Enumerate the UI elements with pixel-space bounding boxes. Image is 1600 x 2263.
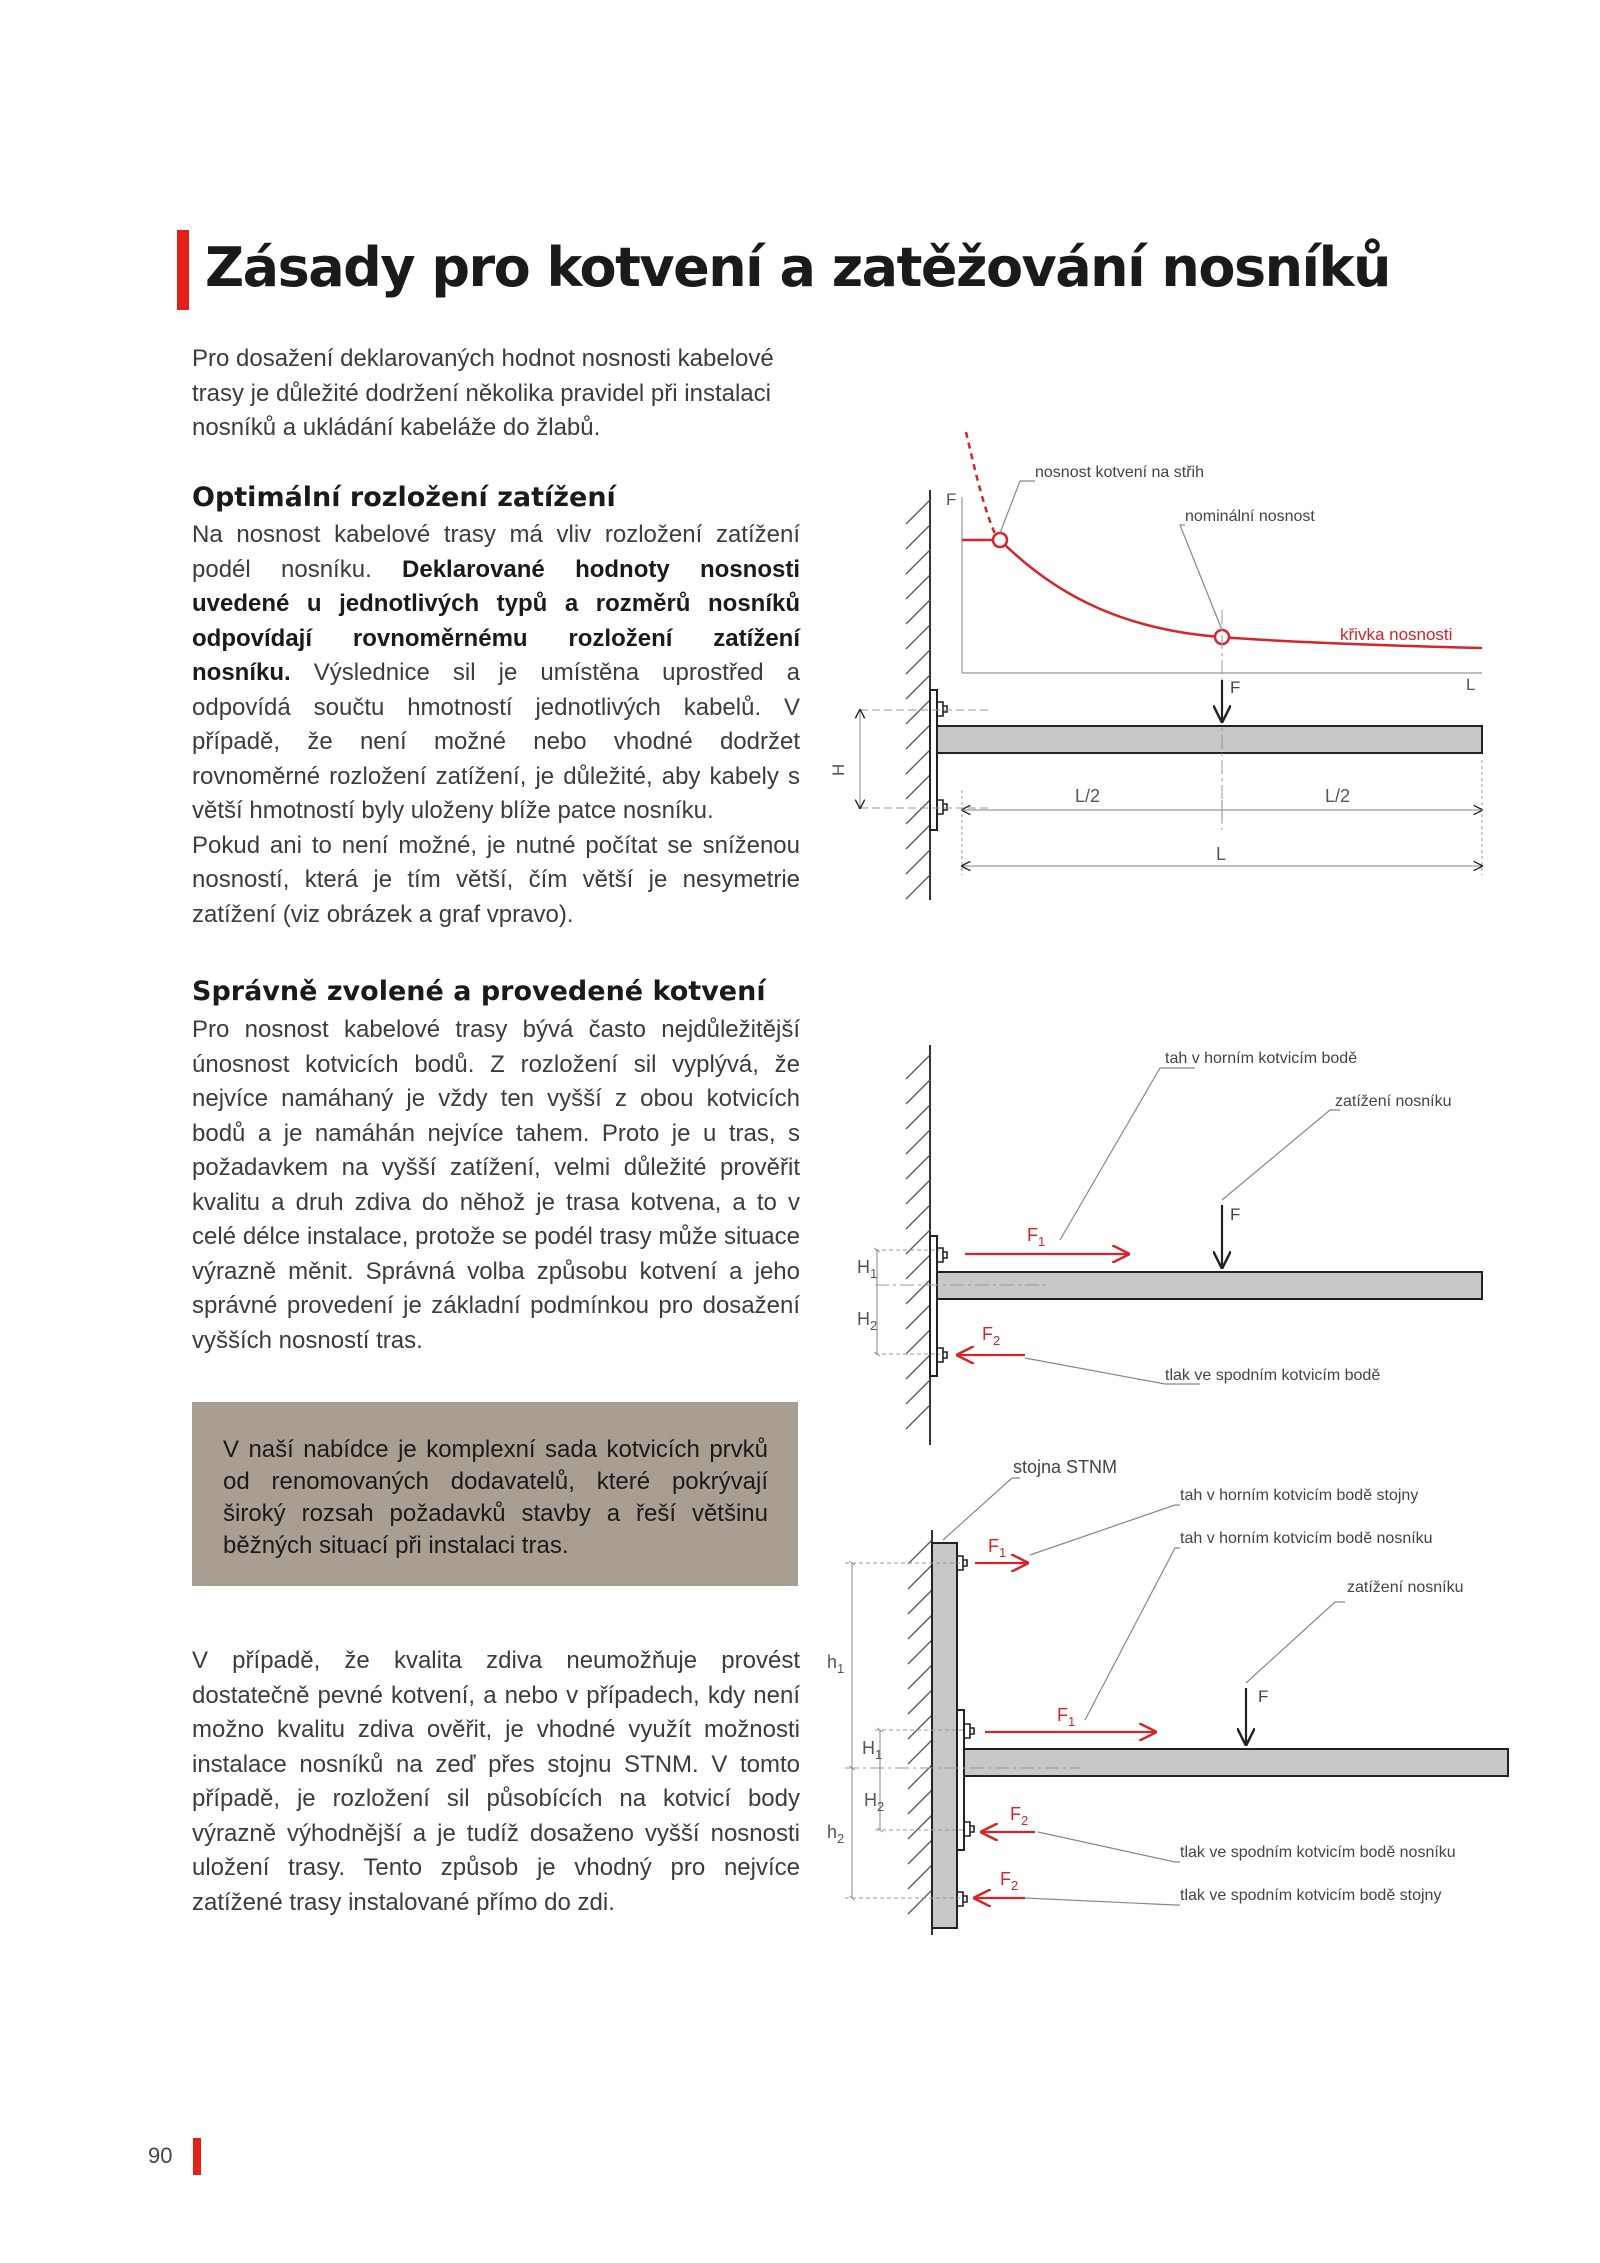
force-label-F2: $F_2$ <box>982 1324 1001 1348</box>
load-curve-dashed <box>966 432 998 540</box>
force-label-F: F <box>1258 1687 1269 1706</box>
force-label-F2-beam: $F_2$ <box>1010 1804 1029 1828</box>
label-compression-lower: tlak ve spodním kotvicím bodě <box>1165 1367 1381 1384</box>
diagram-stnm-stand <box>827 1457 1508 1935</box>
section1-text-c: Pokud ani to není možné, je nutné počítat se sníženou nosností, která je tím větší, čím větší je nesymetrie zatížení (viz obrázek a graf vpravo). <box>192 831 800 928</box>
section1-text-bold: Deklarované hodnoty nosnosti uvedené u jednotlivých typů a rozměrů nosníků odpovídají rovnoměrnému rozložení zatížení nosníku. <box>192 555 800 686</box>
force-label-F: F <box>1230 678 1241 697</box>
section2-heading: Správně zvolené a provedené kotvení <box>192 976 766 1007</box>
dim-H2: $H_2$ <box>857 1309 878 1333</box>
force-label-F1-stand: $F_1$ <box>988 1536 1007 1560</box>
dim-L: L <box>1216 844 1227 864</box>
beam <box>964 1749 1508 1776</box>
diagram-load-distribution <box>829 432 1482 900</box>
label-compression-beam: tlak ve spodním kotvicím bodě nosníku <box>1180 1844 1456 1861</box>
bolt-icon <box>937 702 947 716</box>
dim-L-half-left: L/2 <box>1075 786 1101 806</box>
beam <box>937 726 1482 753</box>
section2-text: Pro nosnost kabelové trasy bývá často nejdůležitější únosnost kotvicích bodů. Z rozložení sil vyplývá, že nejvíce namáhaný je vždy ten vyšší z obou kotvicích bodů a je namáhán nejvíce tahem. Proto je u tras, s požadavkem na vyšší zatížení, velmi důležité prověřit kvalitu a druh zdiva do něhož je trasa kotvena, a to v celé délce instalace, protože se podél trasy může situace výrazně měnit. Správná volba způsobu kotvení a jeho správné provedení je základní podmínkou pro dosažení vyšších nosností tras. <box>192 1016 800 1354</box>
intro-text: Pro dosažení deklarovaných hodnot nosnosti kabelové trasy je důležité dodržení několika pravidel při instalaci nosníků a ukládání kabeláže do žlabů. <box>192 345 774 441</box>
label-tension-upper: tah v horním kotvicím bodě <box>1165 1050 1358 1067</box>
page-title: Zásady pro kotvení a zatěžování nosníků <box>205 236 1390 299</box>
label-tension-stand: tah v horním kotvicím bodě stojny <box>1180 1487 1419 1504</box>
dim-h1: $h_1$ <box>827 1652 845 1676</box>
bolt-icon <box>937 1348 947 1362</box>
force-label-F2-stand: $F_2$ <box>1000 1869 1019 1893</box>
dim-H1: $H_1$ <box>862 1738 883 1762</box>
dim-H2: $H_2$ <box>864 1790 885 1814</box>
bolt-icon <box>964 1724 974 1738</box>
force-label-F: F <box>1230 1205 1241 1224</box>
wall-hatch <box>908 1540 932 1914</box>
stnm-stand <box>932 1543 957 1928</box>
dim-L-half-right: L/2 <box>1325 786 1351 806</box>
label-stnm-stand: stojna STNM <box>1013 1457 1118 1477</box>
wall-hatch <box>906 500 930 899</box>
callout-text: V naší nabídce je komplexní sada kotvicích prvků od renomovaných dodavatelů, které pokrývají široký rozsah požadavků stavby a řeší většinu běžných situací při instalaci tras. <box>223 1436 768 1559</box>
label-tension-beam: tah v horním kotvicím bodě nosníku <box>1180 1530 1433 1547</box>
wall-hatch <box>906 1055 930 1429</box>
label-beam-load: zatížení nosníku <box>1347 1579 1464 1596</box>
point-shear <box>993 533 1007 547</box>
label-nominal-capacity: nominální nosnost <box>1185 508 1315 525</box>
dim-h2: $h_2$ <box>827 1822 845 1846</box>
axis-label-F: F <box>946 490 957 509</box>
section1-text-a: Na nosnost kabelové trasy má vliv rozložení zatížení podél nosníku. <box>192 521 800 583</box>
dim-H1: $H_1$ <box>857 1257 878 1281</box>
label-beam-load: zatížení nosníku <box>1335 1093 1452 1110</box>
section1-text-b: Výslednice sil je umístěna uprostřed a odpovídá součtu hmotností jednotlivých kabelů. V případě, že není možné nebo vhodné dodržet rovnoměrné rozložení zatížení, je důležité, aby kabely s větší hmotností byly uloženy blíže patce nosníku. <box>192 659 800 824</box>
bolt-icon <box>964 1822 974 1836</box>
diagram-anchoring-forces <box>857 1045 1482 1445</box>
force-label-F1-beam: $F_1$ <box>1057 1705 1076 1729</box>
section3-text: V případě, že kvalita zdiva neumožňuje provést dostatečně pevné kotvení, a nebo v případech, kdy není možno kvalitu zdiva ověřit, je vhodné využít možnosti instalace nosníků na zeď přes stojnu STNM. V tomto případě, je rozložení sil působících na kotvicí body výrazně výhodnější a je tudíž dosaženo vyšší nosnosti uložení trasy. Tento způsob je vhodný pro nejvíce zatížené trasy instalované přímo do zdi. <box>192 1647 800 1916</box>
section1-heading: Optimální rozložení zatížení <box>192 482 616 513</box>
page-number: 90 <box>148 2143 173 2168</box>
axis-label-L: L <box>1466 675 1476 694</box>
bolt-icon <box>937 800 947 814</box>
label-compression-stand: tlak ve spodním kotvicím bodě stojny <box>1180 1887 1442 1904</box>
dim-H: H <box>829 763 848 776</box>
label-capacity-curve: křivka nosnosti <box>1340 625 1453 644</box>
force-label-F1: $F_1$ <box>1027 1225 1046 1249</box>
bolt-icon <box>957 1892 967 1906</box>
label-shear-capacity: nosnost kotvení na střih <box>1035 464 1204 481</box>
